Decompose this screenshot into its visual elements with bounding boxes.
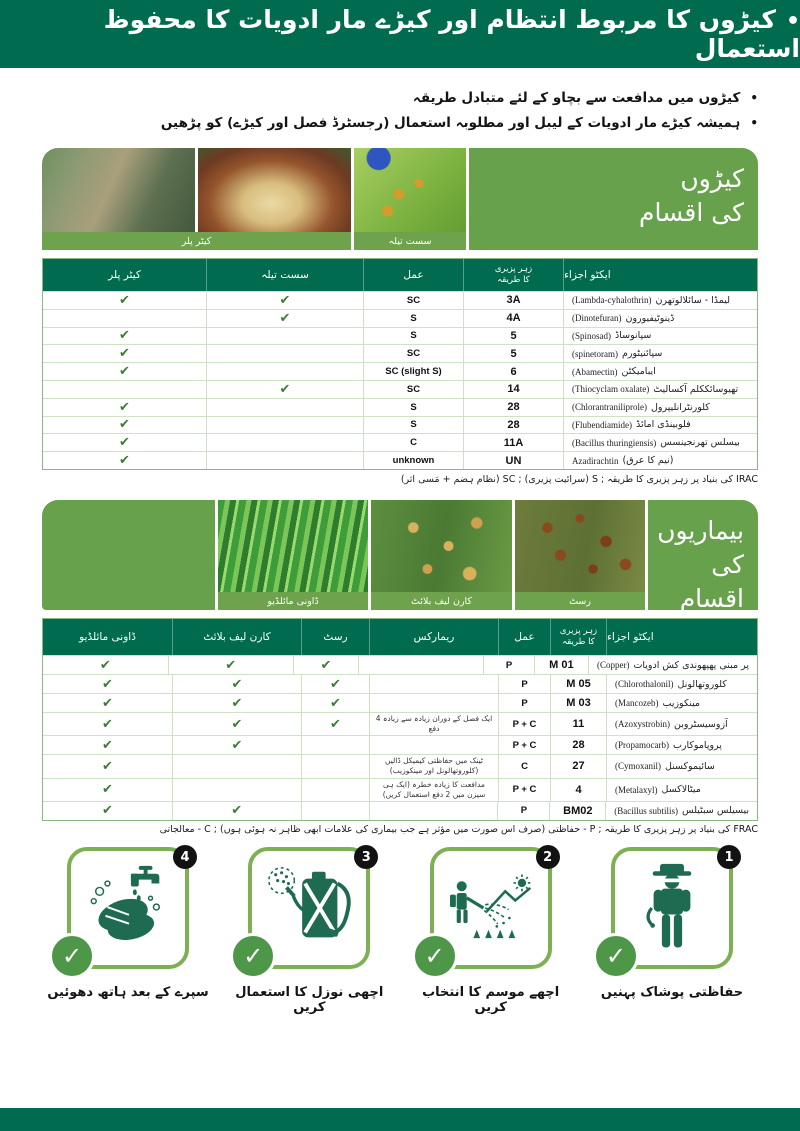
ingredient-name-english: (Chlorothalonil)	[615, 679, 674, 689]
step-caption: حفاظتی پوشاک پہنیں	[600, 985, 744, 1000]
frac-code: M 05	[566, 678, 591, 690]
frac-code: BM02	[563, 804, 593, 817]
ingredient-name-urdu: بیسلس تھرنجینسس	[660, 437, 740, 449]
ingredient-name-english: (Metalaxyl)	[615, 784, 658, 795]
fungicide-row	[43, 693, 757, 712]
rust-checkmark-icon: ✔	[330, 676, 341, 692]
col-header-action: عمل	[363, 259, 463, 291]
mildew-checkmark-icon: ✔	[99, 657, 111, 673]
ingredient-name-english: (Mancozeb)	[615, 698, 659, 708]
action-value: S	[410, 330, 417, 342]
green-spacer-block	[42, 500, 215, 610]
downy-mildew-photo	[218, 500, 368, 592]
photo-caption: کارن لیف بلائٹ	[371, 592, 512, 610]
col-header-caterpillar: کیٹر پلر	[108, 269, 141, 281]
photo-caption: ڈاونی مائلڈیو	[218, 592, 368, 610]
fungicide-row	[43, 655, 757, 674]
remark	[369, 802, 498, 820]
col-header-active-ingredients: ایکٹو اجزاء	[563, 259, 757, 291]
check-badge-icon: ✓	[412, 933, 458, 979]
frac-code: 27	[572, 760, 585, 773]
mildew-checkmark-icon: ✔	[102, 716, 113, 732]
fungicide-row	[43, 712, 757, 735]
ingredient-name-english: (Flubendiamide)	[572, 419, 632, 430]
fungicide-row	[43, 735, 757, 754]
action-value: P + C	[512, 784, 537, 796]
remark	[369, 694, 498, 712]
fungicide-row	[43, 674, 757, 693]
intro-bullets	[98, 86, 758, 136]
insecticide-table-header	[43, 259, 757, 291]
action-value: P	[521, 697, 528, 709]
safety-step-4	[42, 847, 214, 1015]
bullet-dot: •	[750, 91, 758, 105]
safety-step-3	[223, 847, 395, 1015]
intro-bullet-2: •ہمیشہ کیڑے مار ادویات کے لیبل اور مطلوبہ استعمال (رجسٹرڈ فصل اور کیڑے) کو پڑھیں	[160, 114, 758, 131]
safety-card-good-nozzle	[243, 847, 371, 970]
active-ingredient	[606, 694, 757, 712]
safety-step-1	[586, 847, 758, 1015]
active-ingredient	[606, 736, 757, 754]
col-header-active-ingredients: ایکٹو اجزاء	[606, 619, 757, 655]
step-caption: سپرے کے بعد ہاتھ دھوئیں	[47, 985, 209, 1000]
frac-code: M 01	[549, 659, 574, 671]
caterpillar-checkmark-icon: ✔	[119, 328, 130, 344]
ingredient-name-urdu: سائیموکسنل	[665, 760, 715, 772]
fungicide-table	[42, 618, 758, 821]
action-value: P	[520, 805, 528, 817]
ingredient-name-urdu: سپائنیٹورم	[622, 348, 663, 360]
insecticide-row	[43, 291, 757, 309]
ingredient-name-english: (spinetoram)	[572, 348, 618, 359]
leaf-blight-photo	[371, 500, 512, 592]
ingredient-name-urdu: ایبامیکٹن	[621, 366, 656, 378]
insecticide-row	[43, 380, 757, 398]
action-value: S	[410, 419, 417, 431]
step-number-badge: 3	[354, 845, 378, 869]
ingredient-name-urdu: سپانوساڈ	[615, 330, 652, 342]
insect-section-title: کیڑوں کی اقسام	[469, 148, 758, 250]
blight-checkmark-icon: ✔	[231, 803, 243, 819]
active-ingredient	[606, 713, 757, 735]
irac-code: UN	[505, 454, 522, 467]
blight-checkmark-icon: ✔	[231, 676, 243, 692]
safety-card-good-weather	[424, 847, 553, 970]
wash-hands-icon	[82, 862, 174, 954]
caterpillar-checkmark-icon: ✔	[119, 346, 130, 362]
active-ingredient	[563, 417, 757, 434]
action-value: S	[410, 312, 417, 324]
photo-caption: رسٹ	[515, 592, 645, 610]
rust-checkmark-icon: ✔	[320, 657, 332, 673]
ingredient-name-urdu: آزوسیسٹروبن	[674, 718, 728, 730]
ingredient-name-urdu: پر مبنی پھپھوندی کش ادویات	[633, 659, 749, 671]
irac-footnote: IRAC کی بنیاد پر زہر پزیری کا طریقہ ; S (سرائیت پزیری) ; SC (نظام ہضم + مَسی اثر)	[400, 474, 758, 485]
active-ingredient	[563, 381, 757, 398]
mildew-checkmark-icon: ✔	[101, 803, 113, 819]
active-ingredient	[563, 363, 757, 380]
ingredient-name-urdu: لیمڈا - سائلالوتھرن	[655, 294, 731, 306]
frac-code: 11	[572, 718, 585, 731]
step-number-badge: 2	[536, 845, 560, 869]
action-value: SC (slight S)	[385, 366, 442, 378]
downy-mildew-photo-group	[218, 500, 368, 610]
ingredient-name-english: (Azoxystrobin)	[615, 719, 670, 730]
col-header-code: زہر پزیری کا طریقہ	[550, 619, 606, 655]
action-value: SC	[406, 383, 421, 395]
remark: مدافعت کا زیادہ خطرہ (ایک ہی سیزن میں 2 دفع استعمال کریں)	[369, 779, 498, 801]
col-header-downy-mildew: ڈاونی مائلڈیو	[79, 631, 136, 643]
page-title-text: کیڑوں کا مربوط انتظام اور کیڑے مار ادویات کا محفوظ استعمال	[103, 5, 800, 63]
mildew-checkmark-icon: ✔	[102, 737, 113, 753]
ingredient-name-urdu: کلوروتھالونل	[677, 678, 727, 690]
col-header-leaf-blight: کارن لیف بلائٹ	[172, 619, 301, 655]
good-weather-icon	[445, 862, 537, 954]
insecticide-row	[43, 398, 757, 416]
photo-caption: کیٹر پلر	[42, 232, 351, 250]
irac-code: 5	[510, 329, 517, 342]
aphid-checkmark-icon: ✔	[279, 381, 291, 397]
rust-checkmark-icon: ✔	[330, 716, 341, 732]
insecticide-row	[43, 309, 757, 327]
ingredient-name-urdu: مینکوزیب	[662, 697, 701, 709]
mildew-checkmark-icon: ✔	[102, 676, 113, 692]
active-ingredient	[563, 292, 757, 309]
photo-caption: سست تیلہ	[354, 232, 466, 250]
disease-section-title: بیماریوں کی اقسام	[648, 500, 758, 610]
blight-checkmark-icon: ✔	[225, 657, 237, 673]
irac-code: 14	[507, 383, 520, 396]
step-number-badge: 1	[717, 845, 741, 869]
ingredient-name-urdu: تھیوسائککلم آکسالیٹ	[653, 383, 739, 395]
caterpillar-checkmark-icon: ✔	[119, 399, 130, 415]
mildew-checkmark-icon: ✔	[102, 782, 113, 798]
check-badge-icon: ✓	[230, 933, 276, 979]
ingredient-name-english: (Cymoxanil)	[615, 761, 661, 772]
active-ingredient	[588, 656, 757, 674]
rust-photo	[515, 500, 645, 592]
aphid-photo	[354, 148, 466, 232]
irac-code: 11A	[503, 436, 524, 449]
caterpillar-checkmark-icon: ✔	[119, 417, 130, 433]
caterpillar-checkmark-icon: ✔	[119, 292, 130, 308]
remark: ٹینک میں حفاظتی کیمیکل ڈالیں (کلوروتھالونل اور مینکوزیب)	[369, 755, 498, 777]
frac-code: 4	[575, 783, 582, 796]
ingredient-name-urdu: (نیم کا عرق)	[622, 455, 674, 467]
blight-checkmark-icon: ✔	[231, 716, 243, 732]
mildew-checkmark-icon: ✔	[102, 758, 113, 774]
action-value: SC	[406, 294, 421, 306]
action-value: unknown	[392, 455, 435, 467]
mildew-checkmark-icon: ✔	[102, 695, 113, 711]
rust-photo-group	[515, 500, 645, 610]
irac-code: 6	[510, 365, 517, 378]
irac-code: 28	[507, 418, 520, 431]
insecticide-row	[43, 344, 757, 362]
remark: ایک فصل کے دوران زیادہ سے زیادہ 4 دفع	[369, 713, 498, 735]
action-value: C	[521, 760, 528, 772]
check-badge-icon: ✓	[593, 933, 639, 979]
step-caption: اچھے موسم کا انتخاب کریں	[422, 985, 560, 1015]
col-header-action: عمل	[498, 619, 550, 655]
ingredient-name-urdu: پروپاموکارب	[672, 739, 722, 751]
action-value: S	[410, 401, 417, 413]
caterpillar-checkmark-icon: ✔	[119, 364, 130, 380]
frac-code: 28	[572, 739, 585, 752]
action-value: P + C	[512, 739, 537, 751]
ingredient-name-english: (Copper)	[596, 660, 630, 670]
rust-checkmark-icon: ✔	[330, 695, 341, 711]
active-ingredient	[563, 452, 757, 469]
caterpillar-checkmark-icon: ✔	[119, 435, 130, 451]
blight-checkmark-icon: ✔	[231, 737, 243, 753]
ingredient-name-english: (Abamectin)	[572, 366, 618, 377]
step-caption: اچھی نوزل کا استعمال کریں	[235, 985, 384, 1015]
active-ingredient	[563, 310, 757, 327]
action-value: SC	[406, 348, 421, 360]
irac-code: 28	[507, 401, 520, 414]
frac-code: M 03	[566, 697, 591, 709]
protective-clothing-icon	[626, 862, 718, 954]
col-header-rust: رسٹ	[301, 619, 369, 655]
col-header-code: زہر پزیری کا طریقہ	[463, 259, 563, 291]
safety-card-wash-hands	[61, 847, 190, 970]
ingredient-name-english: (Bacillus thuringiensis)	[572, 437, 657, 448]
ingredient-name-english: (Spinosad)	[572, 330, 612, 341]
aphid-checkmark-icon: ✔	[279, 310, 291, 326]
ingredient-name-english: (Propamocarb)	[615, 740, 669, 751]
remark	[369, 736, 498, 754]
safety-steps-row	[42, 847, 758, 1015]
title-bullet: •	[785, 9, 800, 34]
irac-code: 5	[510, 347, 517, 360]
ingredient-name-english: (Lambda-cyhalothrin)	[572, 295, 652, 306]
caterpillar-photo-group	[42, 148, 351, 250]
irac-code: 3A	[506, 294, 521, 307]
col-header-remarks: ریمارکس	[369, 619, 498, 655]
ingredient-name-urdu: کلورنٹرانلیپرول	[650, 401, 710, 413]
ingredient-name-english: Azadirachtin	[572, 455, 619, 466]
safety-card-protective-clothing	[605, 847, 734, 970]
active-ingredient	[606, 755, 757, 777]
remark	[369, 675, 498, 693]
active-ingredient	[563, 328, 757, 345]
action-value: P + C	[512, 718, 537, 730]
footer-bar	[0, 1108, 800, 1131]
insecticide-table	[42, 258, 758, 470]
intro-bullet-1: •کیڑوں میں مدافعت سے بچاو کے لئے متبادل طریقہ	[412, 90, 758, 106]
action-value: P	[521, 678, 528, 690]
check-badge-icon: ✓	[49, 933, 95, 979]
blight-checkmark-icon: ✔	[231, 695, 243, 711]
fungicide-table-header	[43, 619, 757, 655]
insecticide-row	[43, 327, 757, 345]
caterpillar-checkmark-icon: ✔	[119, 453, 130, 469]
active-ingredient	[563, 399, 757, 416]
page-title	[0, 5, 800, 63]
caterpillar-corn-photo	[198, 148, 351, 232]
active-ingredient	[563, 434, 757, 451]
insecticide-row	[43, 451, 757, 469]
insecticide-row	[43, 362, 757, 380]
active-ingredient	[606, 779, 757, 801]
irac-code: 4A	[506, 312, 521, 325]
aphid-checkmark-icon: ✔	[279, 292, 291, 308]
ingredient-name-english: (Thiocyclam oxalate)	[572, 384, 650, 395]
disease-photo-strip	[42, 500, 758, 613]
active-ingredient	[563, 345, 757, 362]
leaf-blight-photo-group	[371, 500, 512, 610]
col-header-aphid: سست تیلہ	[206, 259, 363, 291]
ingredient-name-english: (Chlorantraniliprole)	[572, 402, 647, 413]
action-value: C	[410, 437, 417, 449]
insecticide-row	[43, 416, 757, 434]
ingredient-name-urdu: میٹالاکسل	[661, 784, 701, 796]
header-bar	[0, 0, 800, 68]
remark	[358, 656, 483, 674]
good-nozzle-icon	[263, 862, 355, 954]
caterpillar-photo	[42, 148, 195, 232]
frac-footnote: FRAC کی بنیاد پر زہر پزیری کا طریقہ ; P - حفاظتی (صرف اس صورت میں مؤثر ہے جب بیماری کی علامات ابھی ظاہر نہ ہوئی ہوں) ; C - معالجاتی	[159, 824, 758, 835]
ingredient-name-english: (Bacillus subtilis)	[614, 805, 679, 816]
step-number-badge: 4	[173, 845, 197, 869]
insect-photo-strip	[42, 148, 758, 250]
ingredient-name-urdu: ڈینوٹیفیورون	[625, 312, 675, 324]
ingredient-name-urdu: بیسیلس سبٹیلس	[682, 805, 749, 817]
insecticide-row	[43, 433, 757, 451]
ingredient-name-english: (Dinotefuran)	[572, 313, 622, 324]
fungicide-row	[43, 778, 757, 801]
active-ingredient	[605, 802, 757, 820]
safety-step-2	[405, 847, 577, 1015]
active-ingredient	[606, 675, 757, 693]
action-value: P	[505, 659, 513, 671]
aphid-photo-group	[354, 148, 466, 250]
bullet-dot: •	[750, 115, 758, 130]
fungicide-row	[43, 754, 757, 777]
fungicide-row	[43, 801, 757, 820]
ingredient-name-urdu: فلوبینڈی امائڈ	[636, 419, 691, 431]
